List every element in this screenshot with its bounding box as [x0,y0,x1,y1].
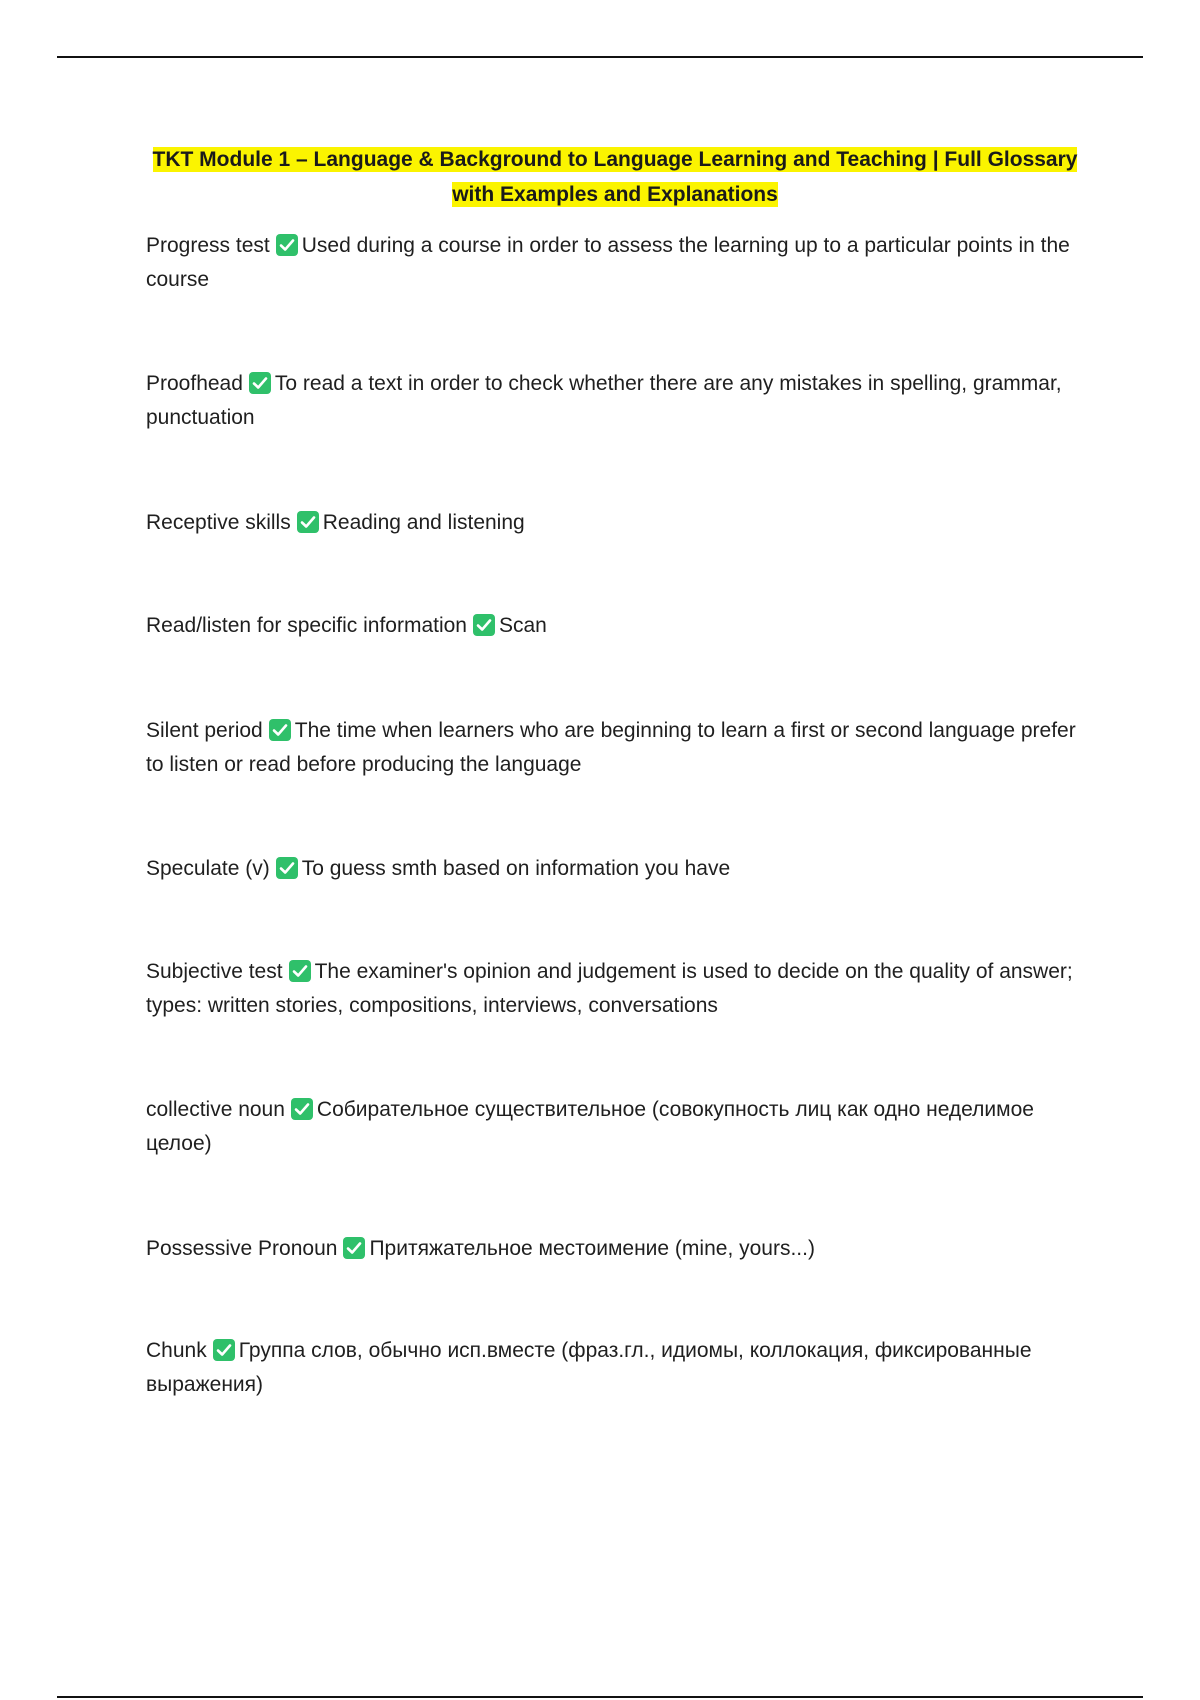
glossary-term: Proofhead [146,372,243,395]
glossary-definition: Притяжательное местоимение (mine, yours...) [369,1237,815,1260]
glossary-entry [146,955,1086,1023]
glossary-term: Read/listen for specific information [146,614,467,637]
glossary-term: Receptive skills [146,511,291,534]
check-mark-icon [276,857,298,879]
glossary-definition: The examiner's opinion and judgement is used to decide on the quality of answer; types: written stories, compositions, interviews, conversations [146,960,1073,1017]
glossary-definition: Scan [498,614,547,637]
glossary-term: Silent period [146,719,263,742]
glossary-term: Speculate (v) [146,857,270,880]
document-title [140,142,1090,212]
check-mark-icon [276,234,298,256]
glossary-entry [146,229,1086,297]
glossary-definition: Собирательное существительное (совокупность лиц как одно неделимое целое) [146,1098,1034,1155]
bottom-rule [57,1696,1143,1698]
document-title-text: TKT Module 1 – Language & Background to Language Learning and Teaching | Full Glossary with Examples and Explanations [152,148,1078,206]
glossary-definition: Группа слов, обычно исп.вместе (фраз.гл., идиомы, коллокация, фиксированные выражения) [146,1339,1032,1396]
check-mark-icon [289,960,311,982]
glossary-term: Chunk [146,1339,207,1362]
glossary-entry [146,506,1086,540]
glossary-entry [146,852,1086,886]
check-mark-icon [213,1339,235,1361]
glossary-entry [146,367,1086,435]
glossary-definition: Reading and listening [322,511,525,534]
glossary-entry [146,1093,1086,1161]
check-mark-icon [473,614,495,636]
check-mark-icon [291,1098,313,1120]
glossary-term: collective noun [146,1098,285,1121]
glossary-definition: To read a text in order to check whether there are any mistakes in spelling, grammar, punctuation [146,372,1062,429]
top-rule [57,56,1143,58]
glossary-entry [146,609,1086,643]
check-mark-icon [343,1237,365,1259]
glossary-entry [146,1334,1086,1402]
check-mark-icon [269,719,291,741]
glossary-entry [146,714,1086,782]
glossary-definition: To guess smth based on information you have [301,857,731,880]
glossary-term: Possessive Pronoun [146,1237,338,1260]
glossary-definition: Used during a course in order to assess the learning up to a particular points in the course [146,234,1070,291]
check-mark-icon [297,511,319,533]
glossary-definition: The time when learners who are beginning to learn a first or second language prefer to listen or read before producing the language [146,719,1076,776]
glossary-term: Subjective test [146,960,283,983]
glossary-entry [146,1232,1086,1266]
check-mark-icon [249,372,271,394]
glossary-term: Progress test [146,234,270,257]
